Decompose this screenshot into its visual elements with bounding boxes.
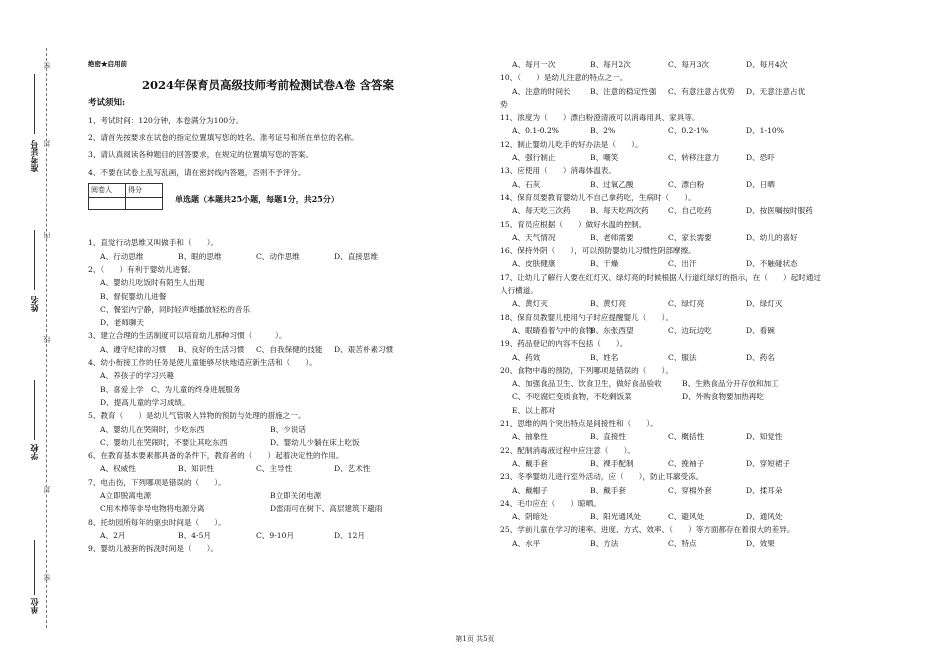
question-text: 6、在教育基本要素都具备的条件下，教育者的（ ）起着决定性的作用。 <box>88 451 344 461</box>
seal-mark: 密 <box>43 62 51 69</box>
answer-option-row <box>88 489 448 502</box>
question-text: 15、育员应根据（ ）做好水温的控制。 <box>500 219 647 229</box>
question-text: 8、托幼园所每年的驱虫时间是（ ）。 <box>88 517 226 527</box>
seal-mark: 内 <box>43 232 51 239</box>
notice-item: 4、不要在试卷上乱写乱画，请在密封线内答题，否则不予评分。 <box>88 167 306 177</box>
score-cell[interactable] <box>89 198 126 210</box>
question-text: 19、药品登记的内容不包括（ ）。 <box>500 339 628 349</box>
margin-label-unit: 单位 <box>29 598 39 614</box>
answer-option-row <box>500 390 872 403</box>
answer-option[interactable]: D、揉耳朵 <box>746 485 783 495</box>
answer-option[interactable]: B、黄灯亮 <box>590 299 626 309</box>
answer-option[interactable]: B、干燥 <box>590 259 619 269</box>
score-header-grader: 阅卷人 <box>89 184 126 198</box>
seal-mark: 线 <box>43 336 51 343</box>
answer-option[interactable]: A立即脱离电源 <box>100 491 152 501</box>
answer-option[interactable]: A、0.1-0.2% <box>512 126 560 136</box>
seal-mark: 密 <box>43 574 51 581</box>
answer-option[interactable]: C、主导性 <box>256 464 293 474</box>
answer-option[interactable]: C、动作思维 <box>256 251 300 261</box>
answer-option[interactable]: D、1-10% <box>746 126 784 136</box>
answer-option[interactable]: B、眼的思维 <box>178 251 222 261</box>
answer-option-row <box>500 231 872 244</box>
seal-mark: 封 <box>43 140 51 147</box>
secret-label: 绝密★启用前 <box>88 60 127 68</box>
answer-option-row <box>88 462 448 475</box>
answer-option[interactable]: A、遵守纪律的习惯 <box>100 344 167 354</box>
answer-option[interactable]: B、每天吃两次药 <box>590 206 649 216</box>
question-text: 25、学前儿童在学习的速率、进度、方式、效率、（ ）等方面都存在着很大的差异。 <box>500 525 795 535</box>
answer-option[interactable]: A、权威性 <box>100 464 136 474</box>
question-text-continued: 势 <box>500 99 508 109</box>
answer-option[interactable]: D、日晒 <box>746 179 775 189</box>
question-text: 21、思维的两个突出特点是间接性和（ ）。 <box>500 419 658 429</box>
answer-option[interactable]: C、9-10月 <box>256 530 295 540</box>
margin-fill-line <box>34 540 35 595</box>
score-table <box>88 183 163 210</box>
answer-option[interactable]: D、每月4次 <box>746 60 788 69</box>
answer-option[interactable]: B、喜爱上学 C、为儿童的终身进展服务 <box>100 384 241 394</box>
answer-option[interactable]: A、天气情况 <box>512 232 556 242</box>
answer-option[interactable]: A、戴手套 <box>512 458 548 468</box>
question-text: 11、浓度为（ ）漂白粉澄清液可以消毒用具、家具等。 <box>500 113 700 123</box>
answer-option-row <box>88 502 448 515</box>
answer-option[interactable]: D、直接思维 <box>334 251 379 261</box>
answer-option[interactable]: C、有意注意占优势 <box>668 86 735 96</box>
answer-option[interactable]: C、出汗 <box>668 259 697 269</box>
answer-option-row <box>500 537 872 550</box>
answer-option-row <box>500 457 872 470</box>
answer-option[interactable]: B、东张西望 <box>590 325 634 335</box>
answer-option[interactable]: C、餐室内宁静，同时轻声地播放轻松的音乐 <box>100 304 251 314</box>
answer-option[interactable]: D、恐吓 <box>746 153 775 163</box>
answer-option-row <box>500 510 872 523</box>
answer-option[interactable]: C、避风处 <box>668 512 705 522</box>
answer-option[interactable]: B、生熟食品分开存放和加工 <box>682 379 779 389</box>
answer-option-row <box>500 178 872 191</box>
answer-option[interactable]: A、注意的时间长 <box>512 86 571 96</box>
answer-option-row <box>88 423 448 436</box>
answer-option[interactable]: D、艺术性 <box>334 464 371 474</box>
answer-option-row <box>500 430 872 443</box>
answer-option[interactable]: D、绿灯灭 <box>746 299 783 309</box>
left-question-list <box>88 236 448 555</box>
question-text: 13、应使用（ ）消毒体温表。 <box>500 166 616 176</box>
answer-option[interactable]: D、提高儿童的学习成绩。 <box>100 397 190 407</box>
answer-option[interactable]: A、加强食品卫生、饮食卫生，做好食品验收 <box>512 379 662 389</box>
answer-option-row <box>88 529 448 542</box>
answer-option-row <box>88 343 448 356</box>
answer-option[interactable]: D、看碗 <box>746 325 775 335</box>
answer-option-row <box>500 351 872 364</box>
answer-option[interactable]: C、边玩边吃 <box>668 325 712 335</box>
answer-option[interactable]: A、阴暗处 <box>512 512 548 522</box>
answer-option-row <box>500 404 872 417</box>
answer-option[interactable]: A、眼睛看着勺中的食物 <box>512 325 594 335</box>
answer-option[interactable]: B、方法 <box>590 538 619 548</box>
question-text: 20、食物中毒的预防，下列哪项是错误的（ ）。 <box>500 365 673 375</box>
answer-option[interactable]: B、注意的稳定性强 <box>590 86 657 96</box>
answer-option[interactable]: A、婴幼儿在哭闹时，少吃东西 <box>100 424 205 434</box>
answer-option[interactable]: B、直接性 <box>590 432 626 442</box>
question-text: 23、冬季婴幼儿进行室外活动，应（ ），防止耳廓受冻。 <box>500 472 704 482</box>
answer-option-row <box>88 250 448 263</box>
answer-option[interactable]: C用木棒等非导电物将电源分离 <box>100 504 205 514</box>
answer-option-row <box>500 151 872 164</box>
exam-title: 2024年保育员高级技师考前检测试卷A卷 含答案 <box>142 78 394 93</box>
answer-option[interactable]: C、婴幼儿在哭闹时，不要让其吃东西 <box>100 437 228 447</box>
margin-fill-line <box>34 380 35 440</box>
question-text: 3、建立合理的生活制度可以培育幼儿那种习惯（ ）。 <box>88 331 287 341</box>
answer-option-row <box>500 58 872 71</box>
answer-option-row <box>88 436 448 449</box>
answer-option[interactable]: B、老师需要 <box>590 232 634 242</box>
margin-label-name: 姓名 <box>29 296 39 312</box>
answer-option-row <box>500 204 872 217</box>
page-footer: 第1页 共5页 <box>455 635 495 643</box>
answer-option[interactable]: D、不触碰状态 <box>746 259 798 269</box>
answer-option[interactable]: B、4-5月 <box>178 530 211 540</box>
answer-option-row <box>500 124 872 137</box>
answer-option[interactable]: D雷雨可在树下、高层建筑下避雨 <box>270 504 383 514</box>
score-box <box>88 183 448 210</box>
answer-option[interactable]: C、不吃腐烂变质食物，不吃剩饭菜 <box>512 392 632 402</box>
margin-label-school: 学校 <box>29 444 39 460</box>
left-column <box>88 58 448 556</box>
answer-option[interactable]: B、裸手配制 <box>590 458 634 468</box>
question-text: 5、教育（ ）是幼儿气管吸入异物的预防与处理的措施之一。 <box>88 411 306 421</box>
answer-option[interactable]: C、概括性 <box>668 432 705 442</box>
answer-option[interactable]: D、外购食物要加热再吃 <box>682 392 765 402</box>
answer-option[interactable]: D、按医嘱按时服药 <box>746 206 813 216</box>
notice-item: 1、考试时间：120分钟，本卷满分为100分。 <box>88 115 244 125</box>
answer-option[interactable]: D、无意注意占优 <box>746 86 806 96</box>
answer-option[interactable]: B、嘲笑 <box>590 153 619 163</box>
answer-option[interactable]: C、转移注意力 <box>668 153 720 163</box>
notice-heading: 考试须知: <box>88 97 126 108</box>
answer-option[interactable]: B、2% <box>590 126 616 136</box>
answer-option[interactable]: C、穿棉外套 <box>668 485 712 495</box>
answer-option[interactable]: C、绿灯亮 <box>668 299 705 309</box>
right-question-list <box>500 58 872 550</box>
notice-item: 2、请首先按要求在试卷的指定位置填写您的姓名、准考证号和所在单位的名称。 <box>88 133 359 143</box>
question-text: 2、（ ）有利于婴幼儿进餐。 <box>88 264 196 274</box>
answer-option[interactable]: A、养孩子的学习兴趣 <box>100 371 174 381</box>
answer-option[interactable]: B立即关闭电源 <box>270 491 322 501</box>
question-text: 14、保育员要教育婴幼儿不自己拿药吃，生病时（ ）。 <box>500 192 696 202</box>
answer-option[interactable]: B、良好的生活习惯 <box>178 344 245 354</box>
answer-option[interactable]: D、老师聊天 <box>100 318 145 328</box>
section-title: 单选题（本题共25小题，每题1分，共25分） <box>175 194 339 205</box>
margin-fill-line <box>34 74 35 134</box>
margin-fill-line <box>34 230 35 290</box>
answer-option[interactable]: A、强行制止 <box>512 153 556 163</box>
answer-option-row <box>500 324 872 337</box>
answer-option-row <box>500 484 872 497</box>
answer-option[interactable]: A、婴幼儿吃饭时有陌生人出现 <box>100 278 205 288</box>
answer-option[interactable]: A、皮肤健康 <box>512 259 556 269</box>
answer-option[interactable]: C、家长需要 <box>668 232 712 242</box>
question-text: 16、保持外阴（ ），可以预防婴幼儿习惯性阴部摩擦。 <box>500 246 696 256</box>
question-text: 1、直觉行动思维又叫做手和（ ）。 <box>88 238 219 248</box>
answer-option[interactable]: C、服法 <box>668 352 697 362</box>
answer-option[interactable]: D、效果 <box>746 538 775 548</box>
answer-option[interactable]: D、药名 <box>746 352 775 362</box>
answer-option[interactable]: A、药效 <box>512 352 541 362</box>
question-text: 7、电击伤，下列哪项是错误的（ ）。 <box>88 477 226 487</box>
answer-option[interactable]: C、自己吃药 <box>668 206 712 216</box>
score-header-score: 得分 <box>126 184 163 198</box>
score-cell[interactable] <box>126 198 163 210</box>
seal-mark: 封 <box>43 486 51 493</box>
answer-option[interactable]: B、知识性 <box>178 464 214 474</box>
answer-option[interactable]: A、抽象性 <box>512 432 548 442</box>
question-text: 9、婴幼儿被套的拆洗时间是（ ）。 <box>88 544 219 554</box>
notice-item: 3、请认真阅读各种题目的回答要求，在规定的位置填写您的答案。 <box>88 150 314 160</box>
answer-option[interactable]: E、以上都对 <box>512 405 556 415</box>
answer-option[interactable]: D、穿短裙子 <box>746 458 791 468</box>
answer-option[interactable]: B、少说话 <box>270 424 306 434</box>
answer-option[interactable]: B、姓名 <box>590 352 619 362</box>
answer-option[interactable]: C、每月3次 <box>668 60 710 69</box>
question-text-continued: 人行横道。 <box>500 286 538 296</box>
answer-option[interactable]: A、戴帽子 <box>512 485 548 495</box>
answer-option[interactable]: D、通风处 <box>746 512 783 522</box>
answer-option[interactable]: C、自我保健的技能 <box>256 344 323 354</box>
answer-option[interactable]: B、阳光通风处 <box>590 512 642 522</box>
answer-option[interactable]: A、水平 <box>512 538 541 548</box>
question-text: 17、让幼儿了解行人要在红灯灭、绿灯亮的时候根据人行道红绿灯的指示，在（ ）起时通过 <box>500 272 822 282</box>
answer-option-row <box>500 257 872 270</box>
answer-option[interactable]: C、漂白粉 <box>668 179 705 189</box>
answer-option[interactable]: A、行动思维 <box>100 251 144 261</box>
answer-option[interactable]: C、0.2-1% <box>668 126 709 136</box>
question-text: 24、毛巾应在（ ）晾晒。 <box>500 498 601 508</box>
right-column <box>500 58 872 550</box>
answer-option[interactable]: D、幼儿的喜好 <box>746 232 798 242</box>
answer-option[interactable]: D、艰苦朴素习惯 <box>334 344 394 354</box>
question-text: 12、制止婴幼儿吃手的好办法是（ ）。 <box>500 139 643 149</box>
answer-option[interactable]: C、挽袖子 <box>668 458 705 468</box>
answer-option[interactable]: A、石灰 <box>512 179 541 189</box>
answer-option[interactable]: D、婴幼儿少躺在床上吃饭 <box>270 437 360 447</box>
answer-option[interactable]: D、12月 <box>334 530 365 540</box>
question-text: 18、保育员教婴儿使用勺子时应提醒婴儿（ ）。 <box>500 312 673 322</box>
question-text: 22、配制消毒液过程中应注意（ ）。 <box>500 445 635 455</box>
answer-option-row <box>500 297 872 310</box>
answer-option[interactable]: A、2月 <box>100 530 126 540</box>
answer-option[interactable]: B、戴手套 <box>590 485 626 495</box>
answer-option-row <box>500 85 872 98</box>
answer-option[interactable]: A、黄灯灭 <box>512 299 548 309</box>
answer-option[interactable]: B、每月2次 <box>590 60 631 69</box>
question-text: 4、幼小衔接工作的任务是使儿童能够尽快地适应新生活和（ ）。 <box>88 358 317 368</box>
answer-option[interactable]: B、过氧乙酸 <box>590 179 634 189</box>
answer-option[interactable]: C、特点 <box>668 538 697 548</box>
answer-option-row <box>500 377 872 390</box>
margin-label-ticket: 准考证号 <box>29 140 39 172</box>
answer-option[interactable]: A、每天吃三次药 <box>512 206 571 216</box>
answer-option[interactable]: A、每月一次 <box>512 60 556 69</box>
answer-option[interactable]: D、知觉性 <box>746 432 783 442</box>
answer-option[interactable]: B、督促婴幼儿进餐 <box>100 291 167 301</box>
question-text: 10、（ ）是幼儿注意的特点之一。 <box>500 73 628 83</box>
